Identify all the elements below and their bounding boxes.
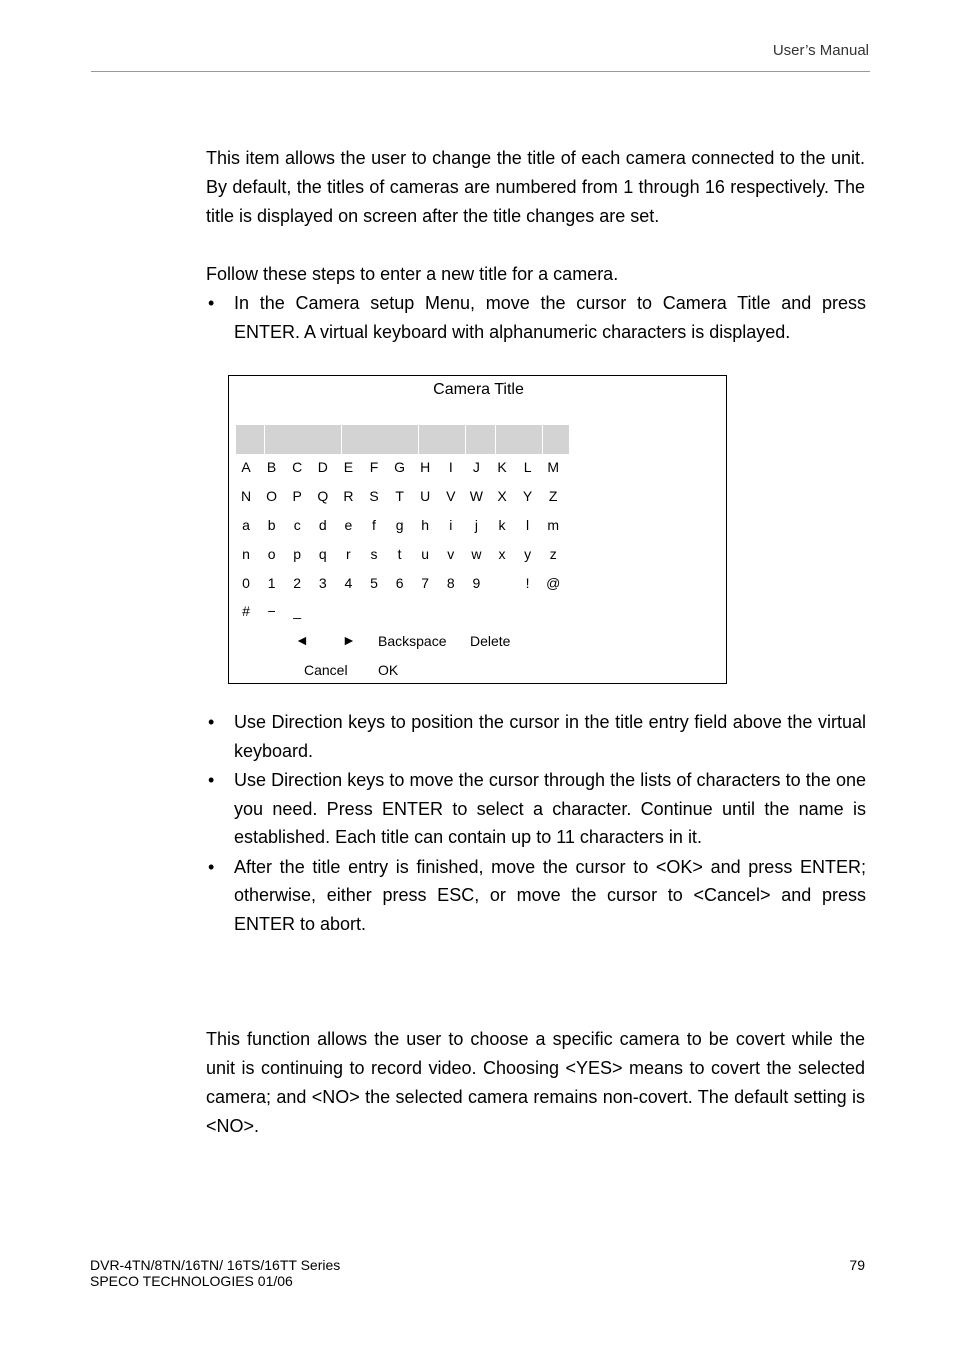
list-item bbox=[206, 766, 866, 852]
keyboard-key[interactable]: e bbox=[344, 517, 353, 533]
keyboard-key[interactable]: # bbox=[242, 603, 250, 619]
keyboard-key[interactable]: L bbox=[523, 459, 532, 475]
keyboard-key[interactable]: 7 bbox=[421, 575, 430, 591]
keyboard-key[interactable]: A bbox=[241, 459, 251, 475]
keyboard-key[interactable]: N bbox=[240, 488, 252, 504]
keyboard-key[interactable]: M bbox=[547, 459, 560, 475]
keyboard-key[interactable]: d bbox=[318, 517, 327, 533]
keyboard-key[interactable]: G bbox=[394, 459, 406, 475]
keyboard-key[interactable]: 1 bbox=[267, 575, 276, 591]
keyboard-key[interactable]: − bbox=[267, 603, 276, 619]
keyboard-key[interactable]: i bbox=[449, 517, 453, 533]
keyboard-key[interactable]: k bbox=[498, 517, 506, 533]
footer-company: SPECO TECHNOLOGIES 01/06 bbox=[90, 1273, 293, 1289]
keyboard-key[interactable]: a bbox=[242, 517, 250, 533]
steps-list-1 bbox=[206, 289, 866, 346]
keyboard-key[interactable]: K bbox=[497, 459, 507, 475]
camera-title-description: This item allows the user to change the title of each camera connected to the unit. By default, the titles of cameras are numbered from 1 through 16 respectively. The title is displayed on screen after the title changes are set. bbox=[206, 148, 865, 226]
keyboard-key[interactable]: u bbox=[421, 546, 430, 562]
keyboard-key[interactable]: 0 bbox=[242, 575, 250, 591]
keyboard-key[interactable]: Y bbox=[522, 488, 533, 504]
keyboard-key[interactable]: @ bbox=[546, 575, 561, 591]
keyboard-key[interactable]: c bbox=[293, 517, 301, 533]
list-item bbox=[206, 289, 866, 346]
entry-cell[interactable] bbox=[236, 425, 265, 454]
list-item-text: After the title entry is finished, move the cursor to <OK> and press ENTER; otherwise, either press ESC, or move the cursor to <Cancel> and press ENTER to abort. bbox=[234, 856, 866, 934]
title-entry-field[interactable] bbox=[236, 425, 570, 454]
steps-list-2 bbox=[206, 708, 866, 938]
keyboard-key[interactable]: h bbox=[421, 517, 430, 533]
keyboard-key[interactable]: V bbox=[446, 488, 456, 504]
cursor-right-button[interactable]: ► bbox=[342, 632, 356, 648]
entry-cell[interactable] bbox=[466, 425, 496, 454]
keyboard-key[interactable]: y bbox=[524, 546, 532, 562]
keyboard-key[interactable]: g bbox=[395, 517, 404, 533]
keyboard-key[interactable]: S bbox=[369, 488, 379, 504]
keyboard-key[interactable]: s bbox=[370, 546, 378, 562]
entry-cell[interactable] bbox=[543, 425, 570, 454]
cursor-left-button[interactable]: ◄ bbox=[295, 632, 309, 648]
keyboard-key[interactable]: o bbox=[267, 546, 276, 562]
keyboard-key[interactable]: n bbox=[242, 546, 250, 562]
keyboard-key[interactable]: f bbox=[372, 517, 376, 533]
keyboard-key[interactable]: z bbox=[549, 546, 557, 562]
keyboard-key[interactable]: t bbox=[397, 546, 402, 562]
keyboard-key[interactable]: I bbox=[448, 459, 453, 475]
keyboard-key[interactable]: Q bbox=[317, 488, 329, 504]
keyboard-key[interactable]: U bbox=[420, 488, 431, 504]
keyboard-key[interactable]: b bbox=[267, 517, 276, 533]
keyboard-key[interactable]: 5 bbox=[370, 575, 378, 591]
keyboard-key[interactable]: 8 bbox=[446, 575, 455, 591]
keyboard-key[interactable]: v bbox=[447, 546, 455, 562]
keyboard-key[interactable]: ! bbox=[525, 575, 530, 591]
keyboard-key[interactable]: 6 bbox=[395, 575, 404, 591]
keyboard-key[interactable]: x bbox=[498, 546, 506, 562]
keyboard-key[interactable]: r bbox=[346, 546, 351, 562]
bullet-icon: • bbox=[208, 293, 215, 313]
entry-cell[interactable] bbox=[265, 425, 342, 454]
entry-cell[interactable] bbox=[496, 425, 543, 454]
cancel-button[interactable]: Cancel bbox=[304, 662, 348, 678]
keyboard-key[interactable]: _ bbox=[293, 603, 302, 619]
keyboard-key[interactable]: Z bbox=[548, 488, 558, 504]
steps-intro: Follow these steps to enter a new title for a camera. bbox=[206, 264, 619, 284]
list-item-text: Use Direction keys to move the cursor through the lists of characters to the one you need. Press ENTER to select a character. Continue until the name is established. Each title can contain up to 11 characters in it. bbox=[234, 770, 866, 847]
page-footer bbox=[90, 1257, 340, 1289]
backspace-button[interactable]: Backspace bbox=[378, 633, 447, 649]
keyboard-key[interactable]: P bbox=[292, 488, 302, 504]
keyboard-key[interactable]: O bbox=[266, 488, 278, 504]
keyboard-key[interactable]: 4 bbox=[344, 575, 353, 591]
keyboard-key[interactable]: B bbox=[266, 459, 277, 475]
keyboard-key[interactable]: D bbox=[317, 459, 328, 475]
camera-title-dialog bbox=[228, 375, 727, 684]
entry-cell[interactable] bbox=[419, 425, 466, 454]
keyboard-key[interactable]: w bbox=[471, 546, 482, 562]
manual-label: User’s Manual bbox=[772, 42, 869, 59]
keyboard-key[interactable]: W bbox=[469, 488, 483, 504]
page-number: 79 bbox=[849, 1257, 865, 1273]
list-item-text: Use Direction keys to position the cursor in the title entry field above the virtual keyboard. bbox=[234, 712, 866, 761]
keyboard-key[interactable]: C bbox=[292, 459, 303, 475]
bullet-icon: • bbox=[208, 712, 215, 732]
ok-button[interactable]: OK bbox=[378, 662, 399, 678]
keyboard-key[interactable]: j bbox=[474, 517, 478, 533]
list-item bbox=[206, 708, 866, 765]
bullet-icon: • bbox=[208, 770, 215, 790]
keyboard-key[interactable]: J bbox=[472, 459, 480, 475]
keyboard-key[interactable]: 2 bbox=[293, 575, 302, 591]
keyboard-key[interactable]: E bbox=[343, 459, 354, 475]
keyboard-key[interactable]: X bbox=[497, 488, 507, 504]
covert-description: This function allows the user to choose a specific camera to be covert while the unit is continuing to record video. Choosing <YES> means to covert the selected camera; and <NO> the selected camera remains non-covert. The default setting is <NO>. bbox=[206, 1029, 865, 1136]
keyboard-key[interactable]: 3 bbox=[318, 575, 327, 591]
keyboard-key[interactable]: m bbox=[547, 517, 560, 533]
list-item-text: In the Camera setup Menu, move the cursor to Camera Title and press ENTER. A virtual keyboard with alphanumeric characters is displayed. bbox=[234, 293, 866, 342]
keyboard-key[interactable]: l bbox=[526, 517, 530, 533]
keyboard-key[interactable]: F bbox=[369, 459, 379, 475]
dialog-title: Camera Title bbox=[433, 381, 524, 398]
header-divider bbox=[91, 71, 870, 72]
keyboard-key[interactable]: q bbox=[318, 546, 327, 562]
entry-cell[interactable] bbox=[342, 425, 419, 454]
keyboard-key[interactable]: R bbox=[343, 488, 354, 504]
delete-button[interactable]: Delete bbox=[470, 633, 511, 649]
keyboard-key[interactable]: H bbox=[420, 459, 431, 475]
bullet-icon: • bbox=[208, 856, 215, 877]
keyboard-key[interactable]: 9 bbox=[472, 575, 481, 591]
list-item bbox=[206, 853, 866, 939]
footer-series: DVR-4TN/8TN/16TN/ 16TS/16TT Series bbox=[90, 1257, 341, 1273]
keyboard-key[interactable]: p bbox=[293, 546, 302, 562]
keyboard-key[interactable]: T bbox=[395, 488, 404, 504]
